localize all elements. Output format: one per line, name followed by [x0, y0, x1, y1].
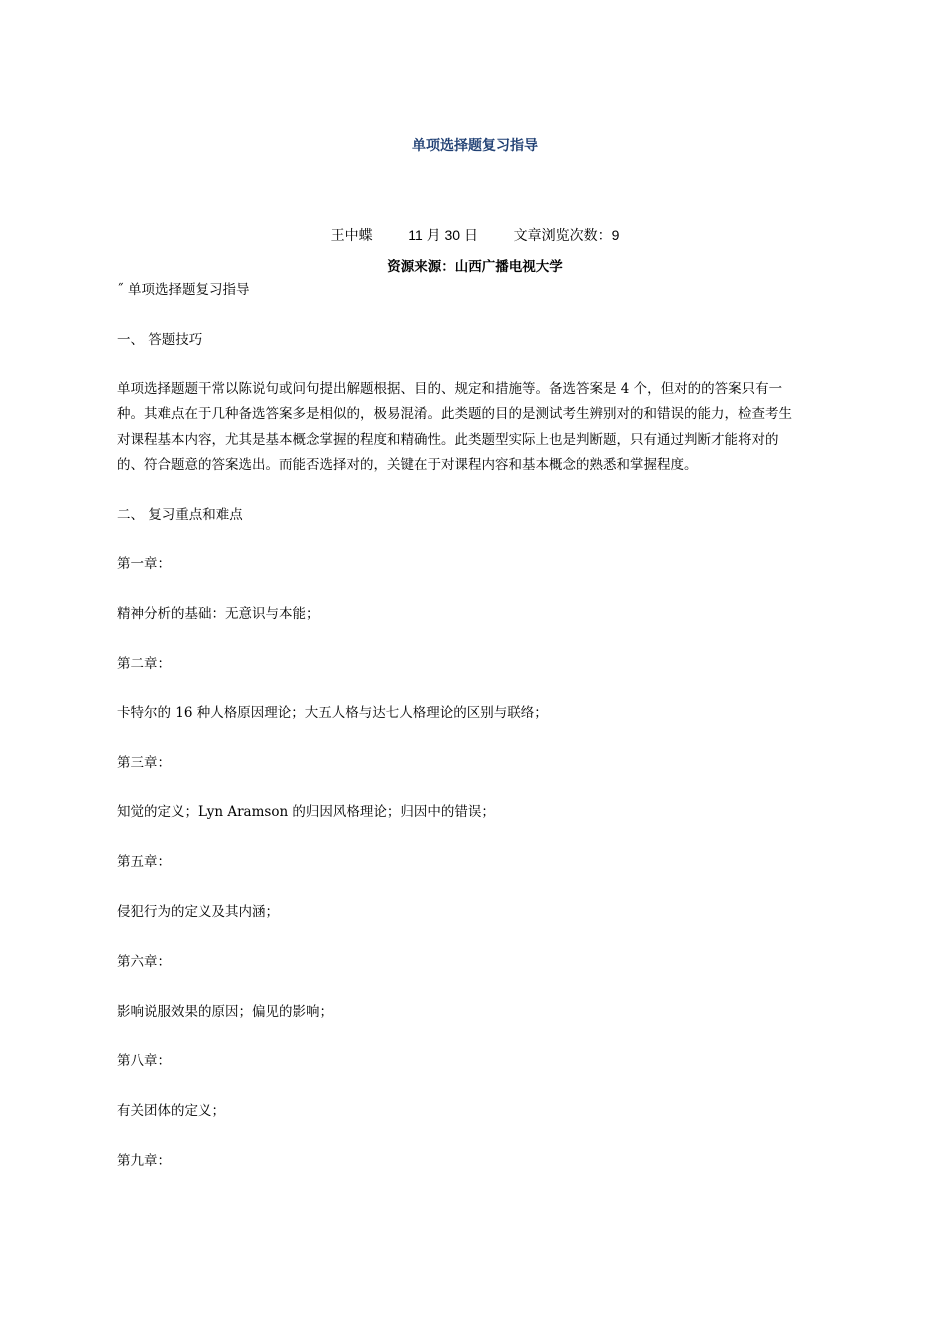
source-line: 资源来源：山西广播电视大学: [387, 259, 563, 275]
chapter-content: 有关团体的定义；: [117, 1103, 225, 1119]
chapter-content: 影响说服效果的原因；偏见的影响；: [117, 1004, 333, 1020]
section-1-paragraph: [117, 377, 837, 478]
views-count: 9: [611, 227, 620, 243]
section-heading-2: 二、 复习重点和难点: [117, 507, 243, 523]
chapter-heading: 第一章：: [117, 556, 171, 572]
section-heading-1: 一、 答题技巧: [117, 332, 203, 348]
chapter-heading: 第八章：: [117, 1053, 171, 1069]
chapter-heading: 第五章：: [117, 854, 171, 870]
document-title: 单项选择题复习指导: [412, 138, 538, 154]
chapter-content: 知觉的定义；Lyn Aramson 的归因风格理论；归因中的错误；: [117, 804, 495, 820]
chapter-content: 侵犯行为的定义及其内涵；: [117, 904, 279, 920]
chapter-heading: 第三章：: [117, 755, 171, 771]
paragraph-line: 种。其难点在于几种备选答案多是相似的，极易混淆。此类题的目的是测试考生辨别对的和错误的能力，检查考生: [117, 406, 792, 423]
subtitle: ˝ 单项选择题复习指导: [117, 282, 250, 298]
chapter-content: 精神分析的基础：无意识与本能；: [117, 606, 320, 622]
chapter-heading: 第六章：: [117, 954, 171, 970]
chapter-heading: 第九章：: [117, 1153, 171, 1169]
paragraph-line: 对课程基本内容，尤其是基本概念掌握的程度和精确性。此类题型实际上也是判断题，只有通过判断才能将对的: [117, 431, 779, 448]
publish-date: 11 月 30 日: [408, 227, 478, 243]
paragraph-line: 的、符合题意的答案选出。而能否选择对的，关键在于对课程内容和基本概念的熟悉和掌握程度。: [117, 456, 698, 473]
views-label: 文章浏览次数：: [513, 228, 612, 244]
paragraph-line: 单项选择题题干常以陈说句或问句提出解题根据、目的、规定和措施等。备选答案是 4 个，但对的的答案只有一: [117, 381, 783, 397]
author-name: 王中蝶: [330, 228, 373, 244]
article-meta: [0, 225, 950, 246]
chapter-heading: 第二章：: [117, 656, 171, 672]
chapter-content: 卡特尔的 16 种人格原因理论；大五人格与达七人格理论的区别与联络；: [117, 705, 548, 721]
